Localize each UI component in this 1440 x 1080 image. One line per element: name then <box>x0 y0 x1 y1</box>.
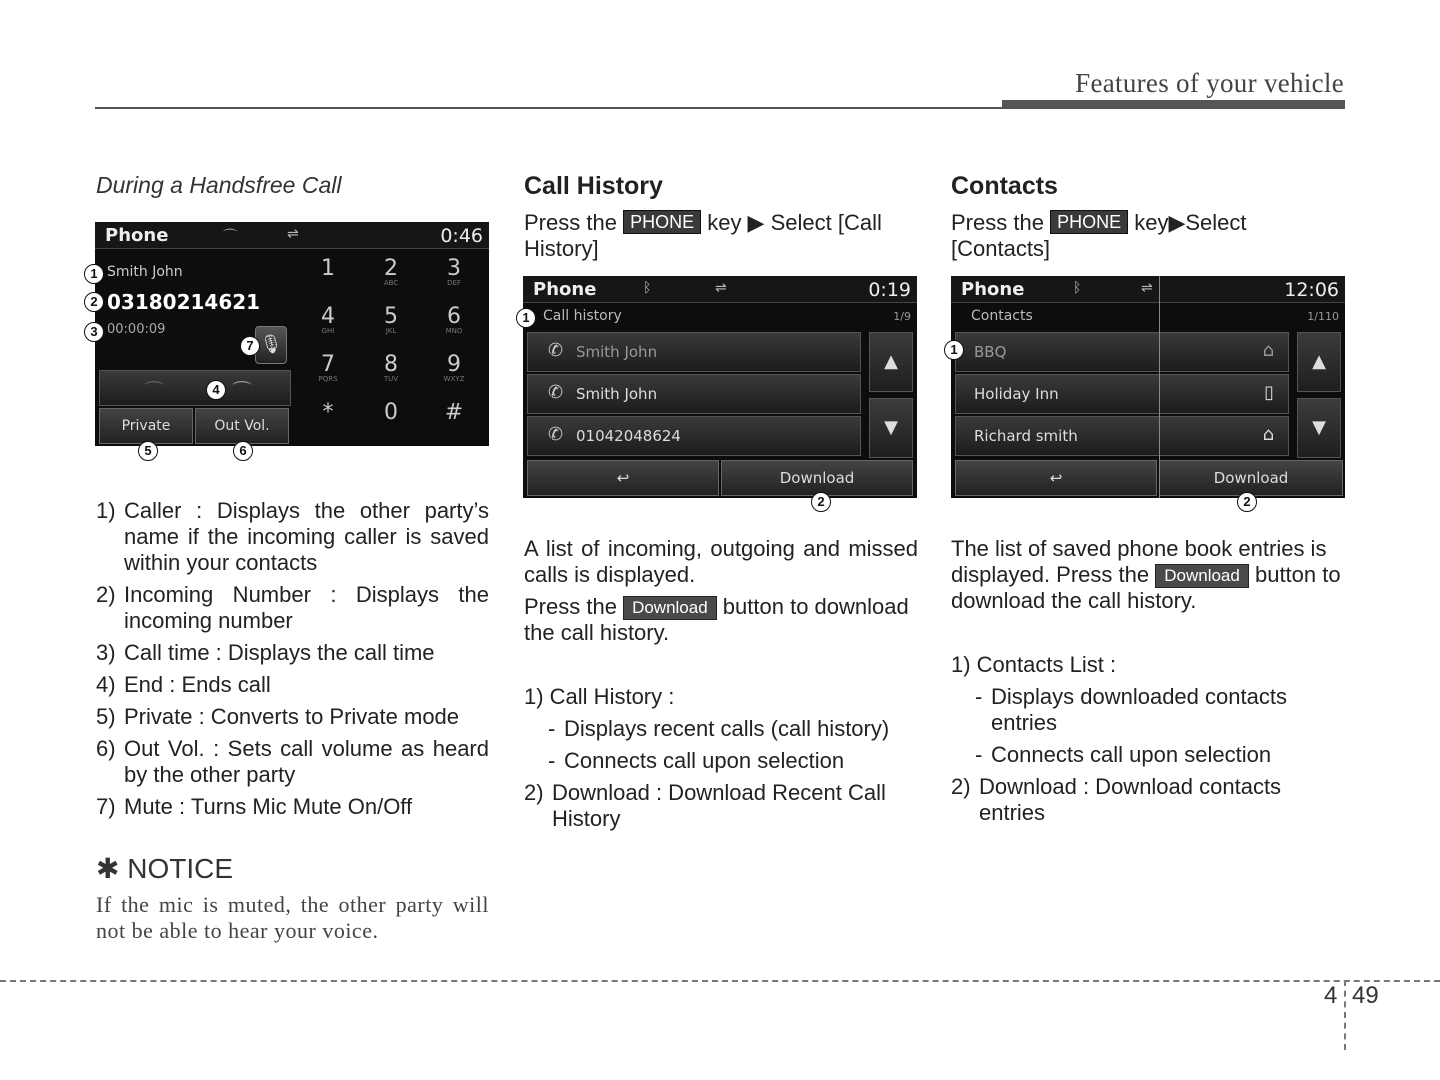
contacts-screen <box>951 276 1345 498</box>
list-item: 6) Out Vol. : Sets call volume as heard by the other party <box>96 736 489 787</box>
list-item: - Connects call upon selection <box>548 748 845 773</box>
dial-keypad <box>295 252 485 442</box>
keypad-key[interactable]: 9 WXYZ <box>443 352 465 383</box>
call-history-desc: A list of incoming, outgoing and missed calls is displayed. <box>524 536 918 587</box>
footer-divider <box>1344 980 1346 1050</box>
call-missed-icon: ✆ <box>548 424 564 445</box>
list-item: - Displays downloaded contacts entries <box>975 684 1287 735</box>
handsfree-subtitle: During a Handsfree Call <box>96 172 342 198</box>
mute-button[interactable]: 🎙 <box>255 326 287 364</box>
list-item: 4) End : Ends call <box>96 672 271 697</box>
caller-name: Smith John <box>107 264 183 280</box>
keypad-key[interactable]: 1 <box>321 256 335 281</box>
incoming-number: 03180214621 <box>107 290 261 314</box>
scroll-up-button[interactable]: ▲ <box>869 332 913 392</box>
screen-title: Phone <box>533 279 597 300</box>
callout-2: 2 <box>84 292 104 312</box>
call-history-list <box>524 684 918 838</box>
contacts-intro: Press the PHONE key▶Select [Contacts] <box>951 210 1247 261</box>
callout-5: 5 <box>138 441 158 461</box>
page-indicator: 1/110 <box>1307 310 1339 323</box>
call-history-screen <box>523 276 917 498</box>
contact-row[interactable]: BBQ ⌂ <box>955 332 1289 372</box>
status-bar <box>95 222 489 249</box>
end-call-area <box>99 370 291 406</box>
back-button[interactable]: ↩ <box>955 460 1157 496</box>
list-item: 3) Call time : Displays the call time <box>96 640 435 665</box>
private-button[interactable]: Private <box>99 408 193 444</box>
bluetooth-icon: ᛒ <box>643 280 652 296</box>
screen-title: Phone <box>961 279 1025 300</box>
keypad-key[interactable]: * <box>322 400 334 425</box>
call-out-icon: ✆ <box>548 340 564 361</box>
download-button[interactable]: Download <box>1159 460 1343 496</box>
mobile-icon: ▯ <box>1264 382 1274 403</box>
running-header: Features of your vehicle <box>1075 68 1344 98</box>
list-subtitle: Contacts <box>971 308 1033 324</box>
call-row[interactable]: ✆ Smith John <box>527 332 861 372</box>
screen-title: Phone <box>105 225 169 246</box>
scroll-down-button[interactable]: ▼ <box>869 398 913 458</box>
contacts-desc: The list of saved phone book entries is displayed. Press the Download button to download the call history. <box>951 536 1341 613</box>
usb-icon: ⇌ <box>715 280 727 296</box>
call-row[interactable]: ✆ 01042048624 <box>527 416 861 456</box>
keypad-key[interactable]: 7 PQRS <box>318 352 338 383</box>
callout-1: 1 <box>516 308 536 328</box>
contacts-list <box>951 652 1345 832</box>
list-item: 1) Call History : <box>524 684 675 709</box>
list-item: 2) Incoming Number : Displays the incoming number <box>96 582 489 633</box>
call-row[interactable]: ✆ Smith John <box>527 374 861 414</box>
download-key: Download <box>1155 564 1249 588</box>
contacts-heading: Contacts <box>951 172 1058 200</box>
screen-time: 12:06 <box>1284 279 1339 301</box>
footer-rule <box>0 980 1440 982</box>
call-icon: ⌒ <box>223 229 237 245</box>
call-history-download-desc: Press the Download button to download the call history. <box>524 594 909 645</box>
call-history-intro: Press the PHONE key ▶ Select [Call History] <box>524 210 882 261</box>
answer-icon: ⌒ <box>144 379 164 403</box>
status-bar <box>951 276 1345 303</box>
callout-3: 3 <box>84 322 104 342</box>
callout-1: 1 <box>944 340 964 360</box>
page-number: 49 <box>1352 982 1379 1009</box>
handsfree-list <box>96 498 489 826</box>
outvol-button[interactable]: Out Vol. <box>195 408 289 444</box>
divider <box>1159 276 1160 498</box>
list-item: 5) Private : Converts to Private mode <box>96 704 460 729</box>
callout-2: 2 <box>811 492 831 512</box>
usb-icon: ⇌ <box>287 226 299 242</box>
list-item: 1) Caller : Displays the other party’s name if the incoming caller is saved within your contacts <box>96 498 489 575</box>
list-item: - Connects call upon selection <box>975 742 1272 767</box>
contact-row[interactable]: Holiday Inn ▯ <box>955 374 1289 414</box>
screen-time: 0:19 <box>868 279 911 301</box>
callout-1: 1 <box>84 264 104 284</box>
page-indicator: 1/9 <box>893 310 911 323</box>
download-button[interactable]: Download <box>721 460 913 496</box>
list-item: - Displays recent calls (call history) <box>548 716 890 741</box>
keypad-key[interactable]: 5 JKL <box>384 304 398 335</box>
keypad-key[interactable]: 4 GHI <box>321 304 335 335</box>
keypad-key[interactable]: 2 ABC <box>383 256 399 287</box>
usb-icon: ⇌ <box>1141 280 1153 296</box>
keypad-key[interactable]: 6 MNO <box>445 304 463 335</box>
chapter-number: 4 <box>1324 982 1338 1009</box>
back-button[interactable]: ↩ <box>527 460 719 496</box>
home-icon: ⌂ <box>1262 424 1274 445</box>
list-subtitle: Call history <box>543 308 622 324</box>
download-key: Download <box>623 596 717 620</box>
keypad-key[interactable]: 8 TUV <box>383 352 399 383</box>
keypad-key[interactable]: 0 <box>384 400 398 425</box>
header-bar <box>1002 100 1345 109</box>
status-bar <box>523 276 917 303</box>
callout-6: 6 <box>233 441 253 461</box>
call-in-icon: ✆ <box>548 382 564 403</box>
notice-text: If the mic is muted, the other party will not be able to hear your voice. <box>96 892 489 943</box>
home-icon: ⌂ <box>1262 340 1274 361</box>
notice-title: ✱ NOTICE <box>96 853 234 884</box>
list-item: 2) Download : Download Recent Call History <box>524 780 886 831</box>
callout-4: 4 <box>206 380 226 400</box>
screen-time: 0:46 <box>440 225 483 247</box>
call-history-heading: Call History <box>524 172 663 200</box>
contact-row[interactable]: Richard smith ⌂ <box>955 416 1289 456</box>
phone-key: PHONE <box>623 210 701 234</box>
phone-key: PHONE <box>1050 210 1128 234</box>
keypad-key[interactable]: # <box>444 400 464 425</box>
callout-7: 7 <box>240 336 260 356</box>
list-item: 7) Mute : Turns Mic Mute On/Off <box>96 794 413 819</box>
bluetooth-icon: ᛒ <box>1073 280 1082 296</box>
call-time: 00:00:09 <box>107 322 166 337</box>
keypad-key[interactable]: 3 DEF <box>447 256 461 287</box>
list-item: 1) Contacts List : <box>951 652 1117 677</box>
callout-2: 2 <box>1237 492 1257 512</box>
scroll-up-button[interactable]: ▲ <box>1297 332 1341 392</box>
scroll-down-button[interactable]: ▼ <box>1297 398 1341 458</box>
end-call-icon[interactable]: ⌒ <box>232 379 252 403</box>
list-item: 2) Download : Download contacts entries <box>951 774 1282 825</box>
handsfree-screen <box>95 222 489 446</box>
